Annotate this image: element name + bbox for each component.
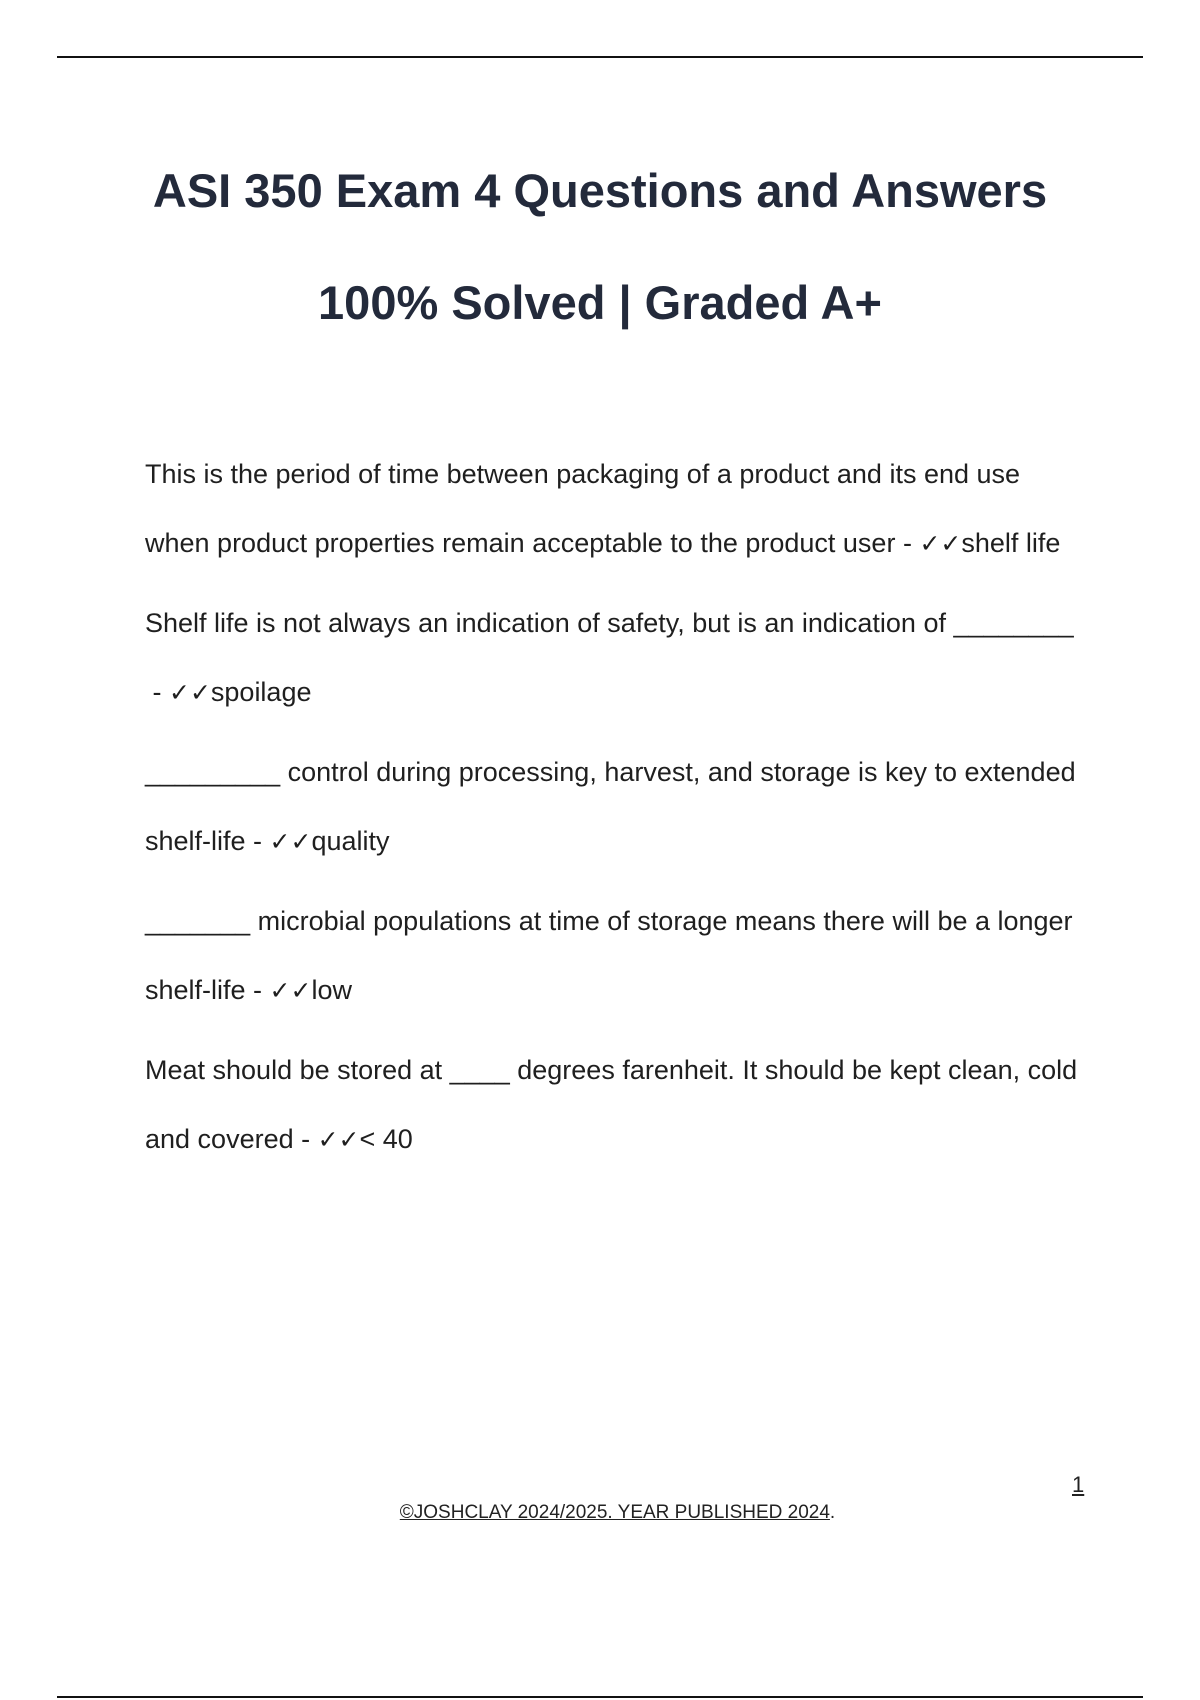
footer-period: . [829, 1502, 836, 1523]
qa-item: Meat should be stored at ____ degrees farenheit. It should be kept clean, cold and covered - ✓✓< 40 [145, 1055, 1078, 1154]
answer-text: spoilage [210, 677, 312, 707]
answer-text: shelf life [961, 528, 1061, 558]
title-line-1: ASI 350 Exam 4 Questions and Answers [152, 164, 1048, 217]
document-title [0, 135, 1200, 359]
answer-text: quality [311, 826, 390, 856]
footer [0, 1502, 1200, 1524]
check-mark-icon: ✓✓ [169, 678, 211, 707]
check-mark-icon: ✓✓ [919, 529, 962, 558]
check-mark-icon: ✓✓ [269, 976, 312, 1005]
check-mark-icon: ✓✓ [269, 827, 312, 856]
question-text: Meat should be stored at ____ degrees farenheit. It should be kept clean, cold and covered [145, 1055, 1078, 1154]
qa-item: _______ microbial populations at time of storage means there will be a longer shelf-life - ✓✓low [145, 906, 1073, 1005]
answer-text: low [311, 975, 352, 1005]
qa-list [145, 440, 1085, 1185]
question-text: _______ microbial populations at time of storage means there will be a longer shelf-life [145, 906, 1073, 1005]
title-line-2: 100% Solved | Graded A+ [318, 276, 882, 329]
question-text: Shelf life is not always an indication of safety, but is an indication of ________ [145, 608, 1074, 638]
qa-item: This is the period of time between packaging of a product and its end use when product properties remain acceptable to the product user - ✓✓shelf life [145, 459, 1061, 558]
top-rule [57, 56, 1143, 58]
check-mark-icon: ✓✓ [317, 1125, 360, 1154]
answer-text: < 40 [359, 1124, 413, 1154]
question-text: _________ control during processing, harvest, and storage is key to extended shelf-life [145, 757, 1076, 856]
page-number: 1 [1072, 1472, 1085, 1497]
qa-item: Shelf life is not always an indication of safety, but is an indication of ________ - ✓✓spoilage [145, 608, 1074, 707]
copyright-notice: ©JOSHCLAY 2024/2025. YEAR PUBLISHED 2024 [399, 1502, 830, 1523]
qa-item: _________ control during processing, harvest, and storage is key to extended shelf-life - ✓✓quality [145, 757, 1076, 856]
question-text: This is the period of time between packaging of a product and its end use when product properties remain acceptable to the product user [145, 459, 1021, 558]
bottom-rule [57, 1696, 1143, 1698]
